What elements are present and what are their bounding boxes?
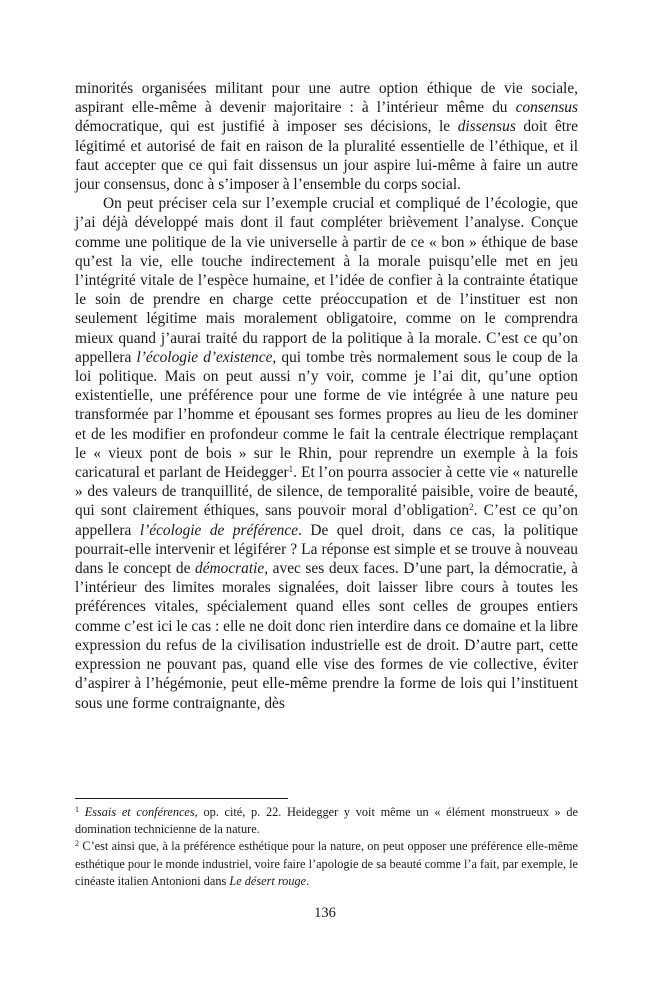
term-ecologie-preference: l’écologie de préférence bbox=[139, 521, 299, 539]
footnote-divider bbox=[75, 798, 288, 799]
footnote-2: $^2$ C’est ainsi que, à la préférence esthétique pour la nature, on peut opposer une préférence elle-même esthétique pour le monde industriel, voire faire l’apologie de sa beauté comme l’a fait, par exemple, le cinéaste italien Antonioni dans Le désert rouge. bbox=[75, 839, 578, 888]
paragraph-2: On peut préciser cela sur l’exemple crucial et compliqué de l’écologie, que j’ai déjà développé mais dont il faut compléter brièvement l’analyse. Conçue comme une politique de la vie universelle à partir de ce « bon » éthique de base qu’est la vie, elle touche indirectement à la morale puisqu’elle met en jeu l’intégrité vitale de l’espèce humaine, et l’idée de confier à la contrainte étatique le soin de prendre en charge cette préoccupation et de l’instituer est non seulement légitime mais moralement obligatoire, comme on le comprendra mieux quand j’aurai traité du rapport de la politique à la morale. C’est ce qu’on appellera l’écologie d’existence, qui tombe très normalement sous le coup de la loi politique. Mais on peut aussi n’y voir, comme je l’ai dit, qu’une option existentielle, une préférence pour une forme de vie intégrée à une nature peu transformée par l’homme et épousant ses formes propres au lieu de les dominer et de les modifier en profondeur comme le fait la centrale électrique remplaçant le « vieux pont de bois » sur le Rhin, pour reprendre un exemple à la fois caricatural et parlant de Heidegger$^1$. Et l’on pourra associer à cette vie « naturelle » des valeurs de tranquillité, de silence, de temporalité paisible, voire de beauté, qui sont clairement éthiques, sans pouvoir moral d’obligation$^2$. C’est ce qu’on appellera l’écologie de préférence. De quel droit, dans ce cas, la politique pourrait-elle intervenir et légiférer ? La réponse est simple et se trouve à nouveau dans le concept de démocratie, avec ses deux faces. D’une part, la démocratie, à l’intérieur des limites morales signalées, doit laisser libre cours à toutes les préférences vitales, spécialement quand elles sont celles de groupes entiers comme c’est ici le cas : elle ne doit donc rien interdire dans ce domaine et la libre expression du refus de la civilisation industrielle est de droit. D’autre part, cette expression ne pouvant pas, quand elle vise des formes de vie collective, éviter d’aspirer à l’hégémonie, peut elle-même prendre la forme de lois qui l’instituent sous une forme contraignante, dès bbox=[75, 195, 579, 712]
term-democratie: démocratie bbox=[195, 560, 265, 578]
term-consensus: consensus bbox=[515, 99, 578, 117]
footnote-ref-2: 2 bbox=[469, 502, 474, 513]
paragraph-1: minorités organisées militant pour une autre option éthique de vie sociale, aspirant elle-même à devenir majoritaire : à l’intérieur même du consensus démocratique, qui est justifié à imposer ses décisions, le dissensus doit être légitimé et autorisé de fait en raison de la pluralité essentielle de l’éthique, et il faut accepter que ce qui fait dissensus un jour aspire lui-même à faire un autre jour consensus, donc à s’imposer à l’ensemble du corps social. bbox=[75, 80, 579, 194]
main-text bbox=[75, 79, 578, 713]
footnote-1: $^1$ Essais et conférences, op. cité, p. 22. Heidegger y voit même un « élément monstrueux » de domination technicienne de la nature. bbox=[75, 805, 578, 837]
page-number: 136 bbox=[314, 905, 336, 921]
term-ecologie-existence: l’écologie d’existence bbox=[136, 348, 273, 366]
footnotes bbox=[75, 804, 578, 890]
footnote-1-title: Essais et conférences bbox=[84, 805, 195, 819]
footnote-ref-1: 1 bbox=[288, 464, 294, 475]
footnote-2-title: Le désert rouge bbox=[229, 873, 307, 888]
term-dissensus: dissensus bbox=[457, 118, 516, 136]
